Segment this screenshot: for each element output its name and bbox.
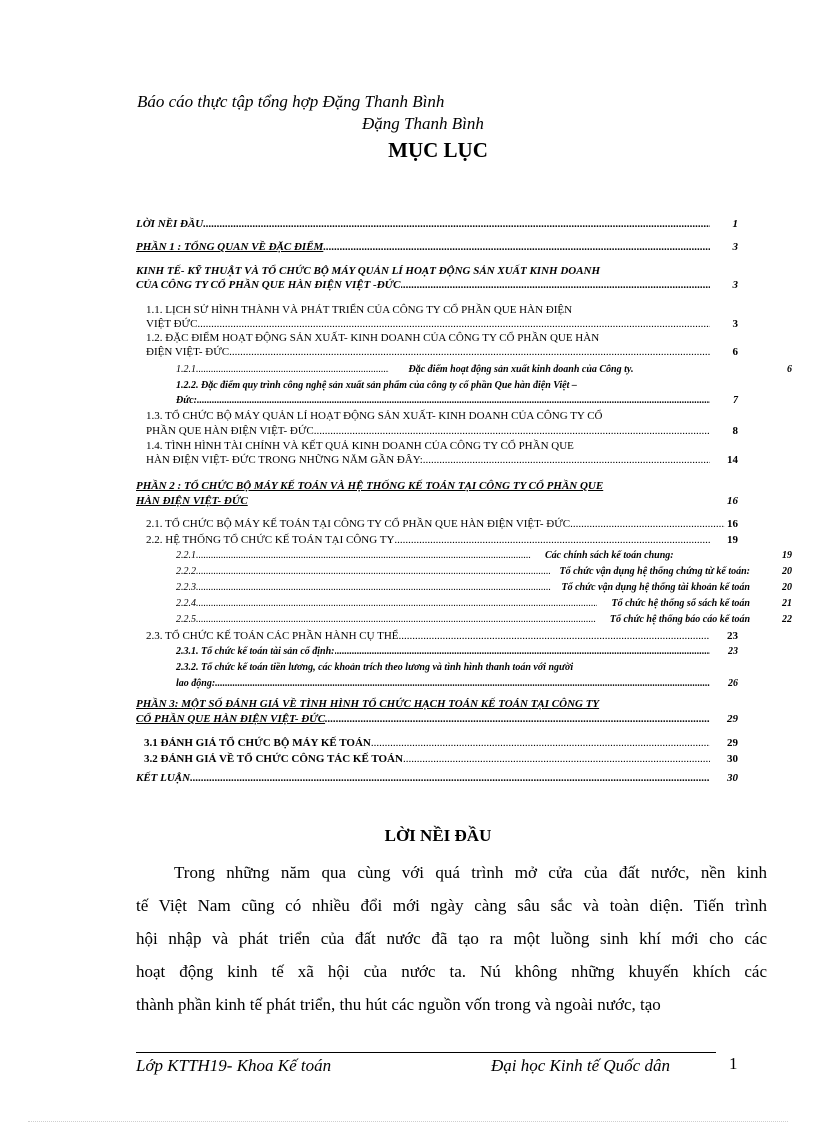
toc-entry[interactable] — [146, 518, 738, 530]
toc-entry-page: 7 — [733, 395, 738, 406]
toc-entry[interactable] — [146, 318, 738, 330]
toc-entry-page: 6 — [732, 346, 738, 358]
toc-entry-text: 3.1 ĐÁNH GIÁ TỔ CHỨC BỘ MÁY KẾ TOÁN — [144, 737, 371, 749]
toc-entry-page: 3 — [732, 318, 738, 330]
toc-entry-text-cont: PHẦN QUE HÀN ĐIỆN VIỆT- ĐỨC — [146, 425, 314, 437]
toc-entry-text: LỜI NỀI ĐẦU — [136, 218, 204, 230]
toc-entry[interactable] — [146, 425, 738, 437]
toc-entry-line1[interactable] — [146, 304, 738, 316]
toc-entry-text-right: Tổ chức hệ thống báo cáo kế toán — [609, 614, 750, 625]
toc-entry[interactable] — [176, 364, 792, 375]
intro-paragraph — [136, 856, 767, 1021]
toc-entry-text: 1.2.2. Đặc điểm quy trình công nghệ sản xuất sản phẩm của công ty cổ phần Que hàn điện Việt – — [176, 380, 577, 391]
toc-entry-text-cont: VIỆT ĐỨC — [146, 318, 198, 330]
toc-entry-page: 29 — [727, 737, 738, 749]
toc-entry-page: 14 — [727, 454, 738, 466]
toc-entry-text: 1.2. ĐẶC ĐIỂM HOẠT ĐỘNG SẢN XUẤT- KINH DOANH CỦA CÔNG TY CỔ PHẦN QUE HÀN — [146, 332, 600, 344]
toc-entry-text-cont: CỦA CÔNG TY CỔ PHẦN QUE HÀN ĐIỆN VIỆT -ĐỨC — [136, 279, 401, 291]
header-line-1: Báo cáo thực tập tổng hợp Đặng Thanh Bình — [137, 92, 445, 111]
toc-entry-text: KINH TẾ- KỸ THUẬT VÀ TỔ CHỨC BỘ MÁY QUẢN LÍ HOẠT ĐỘNG SẢN XUẤT KINH DOANH — [136, 265, 601, 277]
toc-entry-text: 2.2.2. — [176, 566, 199, 577]
toc-entry-text: 1.3. TỔ CHỨC BỘ MÁY QUẢN LÍ HOẠT ĐỘNG SẢN XUẤT- KINH DOANH CỦA CÔNG TY CỔ — [146, 410, 603, 422]
toc-entry-text: PHẦN 1 : TỔNG QUAN VỀ ĐẶC ĐIỂM — [136, 241, 324, 253]
toc-entry[interactable] — [176, 598, 792, 609]
toc-entry-page: 3 — [732, 279, 738, 291]
toc-entry-line1[interactable] — [146, 332, 738, 344]
toc-entry-line1[interactable] — [176, 380, 738, 391]
toc-entry[interactable] — [136, 218, 738, 230]
toc-entry-text: 2.3.2. Tổ chức kế toán tiền lương, các khoản trích theo lương và tình hình thanh toán với người — [176, 662, 574, 673]
toc-entry-page: 22 — [782, 614, 792, 625]
toc-entry-text: 2.2.5. — [176, 614, 199, 625]
page-bottom-border — [28, 1121, 788, 1122]
toc-entry-text: 2.1. TỔ CHỨC BỘ MÁY KẾ TOÁN TẠI CÔNG TY CỔ PHẦN QUE HÀN ĐIỆN VIỆT- ĐỨC — [146, 518, 571, 530]
toc-entry-page: 23 — [727, 630, 738, 642]
page-number: 1 — [729, 1054, 738, 1073]
toc-entry[interactable] — [136, 279, 738, 291]
toc-entry-page: 19 — [782, 550, 792, 561]
toc-entry[interactable] — [176, 566, 792, 577]
toc-entry-text-cont: CỔ PHẦN QUE HÀN ĐIỆN VIỆT- ĐỨC — [136, 713, 326, 725]
toc-title: MỤC LỤC — [388, 138, 488, 162]
toc-entry[interactable] — [144, 753, 738, 765]
toc-entry[interactable] — [136, 495, 738, 507]
toc-entry-text-right: Đặc điểm hoạt động sản xuất kinh doanh của Công ty. — [408, 364, 634, 375]
section-title: LỜI NỀI ĐẦU — [384, 826, 492, 845]
toc-entry-text: 2.2.3. — [176, 582, 199, 593]
toc-entry-text: 3.2 ĐÁNH GIÁ VỀ TỔ CHỨC CÔNG TÁC KẾ TOÁN — [144, 753, 403, 765]
toc-entry-text: 2.2. HỆ THỐNG TỔ CHỨC KẾ TOÁN TẠI CÔNG TY — [146, 534, 395, 546]
toc-entry[interactable] — [176, 582, 792, 593]
toc-entry-page: 26 — [728, 678, 738, 689]
toc-entry[interactable] — [146, 454, 738, 466]
toc-entry-text: 2.3. TỔ CHỨC KẾ TOÁN CÁC PHẦN HÀNH CỤ THỂ — [146, 630, 399, 642]
toc-entry-text: PHẦN 3: MỘT SỐ ĐÁNH GIÁ VỀ TÌNH HÌNH TỔ CHỨC HẠCH TOÁN KẾ TOÁN TẠI CÔNG TY — [136, 698, 600, 710]
toc-entry-text: KẾT LUẬN — [136, 772, 191, 784]
toc-entry-text: 2.2.4. — [176, 598, 199, 609]
toc-entry-line1[interactable] — [136, 480, 738, 492]
toc-entry-line1[interactable] — [136, 265, 738, 277]
toc-entry-text: PHẦN 2 : TỔ CHỨC BỘ MÁY KẾ TOÁN VÀ HỆ THỐNG KẾ TOÁN TẠI CÔNG TY CỔ PHẦN QUE — [136, 480, 604, 492]
toc-entry-line1[interactable] — [146, 410, 738, 422]
toc-entry-page: 16 — [727, 518, 738, 530]
paragraph-line: tế Việt Nam cũng có nhiều đổi mới ngày càng sâu sắc và toàn diện. Tiến trình — [136, 896, 767, 915]
toc-entry-page: 30 — [727, 753, 738, 765]
toc-entry[interactable] — [176, 646, 738, 657]
toc-entry[interactable] — [176, 550, 792, 561]
toc-entry-page: 6 — [787, 364, 792, 375]
toc-entry-text-cont: lao động: — [176, 678, 216, 689]
paragraph-line: hội nhập và phát triển của đất nước đã tạo ra một luồng sinh khí mới cho các — [136, 929, 767, 948]
toc-entry[interactable] — [144, 737, 738, 749]
toc-entry[interactable] — [136, 241, 738, 253]
toc-entry-page: 21 — [782, 598, 792, 609]
toc-entry-page: 29 — [727, 713, 738, 725]
toc-entry-page: 23 — [728, 646, 738, 657]
toc-entry-text-cont: Đức: — [176, 395, 197, 406]
toc-entry-page: 3 — [732, 241, 738, 253]
toc-entry-text: 1.4. TÌNH HÌNH TÀI CHÍNH VÀ KẾT QUẢ KINH DOANH CỦA CÔNG TY CỔ PHẦN QUE — [146, 440, 574, 452]
toc-entry[interactable] — [146, 346, 738, 358]
toc-entry[interactable] — [176, 678, 738, 689]
toc-entry-page: 1 — [732, 218, 738, 230]
toc-entry-text: 2.3.1. Tổ chức kế toán tài sản cố định: — [176, 646, 335, 657]
toc-entry-text-cont: ĐIỆN VIỆT- ĐỨC — [146, 346, 230, 358]
footer-class: Lớp KTTH19- Khoa Kế toán — [136, 1056, 332, 1075]
toc-entry-text-right: Các chính sách kế toán chung: — [545, 550, 674, 561]
footer-rule — [136, 1052, 716, 1053]
toc-entry[interactable] — [146, 630, 738, 642]
toc-entry-page: 20 — [782, 582, 792, 593]
toc-entry-line1[interactable] — [176, 662, 738, 673]
toc-entry[interactable] — [136, 713, 738, 725]
header-line-2: Đặng Thanh Bình — [362, 114, 484, 133]
toc-entry-page: 30 — [727, 772, 738, 784]
toc-entry-text: 1.1. LỊCH SỬ HÌNH THÀNH VÀ PHÁT TRIỂN CỦA CÔNG TY CỔ PHẦN QUE HÀN ĐIỆN — [146, 304, 573, 316]
toc-entry-page: 20 — [782, 566, 792, 577]
toc-entry-line1[interactable] — [146, 440, 738, 452]
toc-entry-text-cont: HÀN ĐIỆN VIỆT- ĐỨC — [136, 495, 248, 507]
toc-entry-line1[interactable] — [136, 698, 738, 710]
paragraph-line: thành phần kinh tế phát triển, thu hút các nguồn vốn trong và ngoài nước, tạo — [136, 995, 661, 1014]
footer-university: Đại học Kinh tế Quốc dân — [491, 1056, 670, 1075]
toc-entry-page: 8 — [732, 425, 738, 437]
toc-entry-text-right: Tổ chức vận dụng hệ thống tài khoản kế toán — [561, 582, 750, 593]
paragraph-line: hoạt động kinh tế xã hội của nước ta. Nú không những khuyến khích các — [136, 962, 767, 981]
toc-entry-text: 2.2.1. — [176, 550, 199, 561]
toc-entry-text-right: Tổ chức hệ thống sổ sách kế toán — [611, 598, 750, 609]
toc-entry[interactable] — [176, 395, 738, 406]
paragraph-line: Trong những năm qua cùng với quá trình mở cửa của đất nước, nền kinh — [174, 863, 767, 882]
toc-entry-text-right: Tổ chức vận dụng hệ thống chứng từ kế toán: — [559, 566, 750, 577]
toc-entry-page: 19 — [727, 534, 738, 546]
toc-entry-page: 16 — [727, 495, 738, 507]
toc-entry-text-cont: HÀN ĐIỆN VIỆT- ĐỨC TRONG NHỮNG NĂM GẦN ĐÂY: — [146, 454, 423, 466]
toc-entry[interactable] — [146, 534, 738, 546]
toc-entry[interactable] — [176, 614, 792, 625]
toc-entry-text: 1.2.1. — [176, 364, 199, 375]
toc-entry[interactable] — [136, 772, 738, 784]
